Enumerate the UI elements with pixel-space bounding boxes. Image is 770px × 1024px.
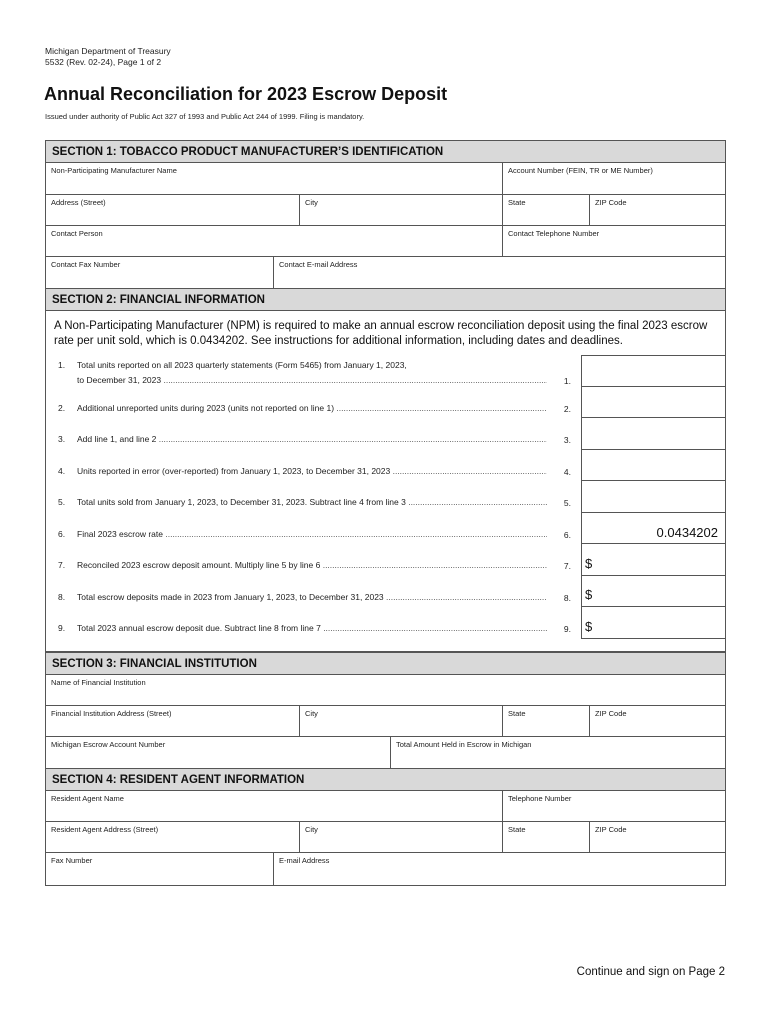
- npm-name-label: Non-Participating Manufacturer Name: [51, 166, 177, 175]
- s4-row-fax: [46, 853, 725, 885]
- institution-zip-label: ZIP Code: [595, 709, 627, 718]
- agent-name-field[interactable]: [46, 791, 502, 821]
- s3-row-account: [46, 737, 725, 768]
- institution-zip-field[interactable]: [589, 706, 725, 736]
- line-description: Total units sold from January 1, 2023, to December 31, 2023. Subtract line 4 from line 3 .....: [77, 497, 547, 507]
- line-1-amount-field[interactable]: [581, 355, 726, 387]
- line-reference: 9.: [563, 624, 571, 634]
- line-item-2: [46, 387, 725, 419]
- contact-fax-field[interactable]: [46, 257, 273, 288]
- line-number: 4.: [58, 465, 66, 476]
- line-description: Reconciled 2023 escrow deposit amount. Multiply line 5 by line 6 .....: [77, 560, 547, 570]
- total-held-field[interactable]: [390, 737, 725, 768]
- contact-phone-label: Contact Telephone Number: [508, 229, 600, 238]
- line-item-7: [46, 544, 725, 576]
- line-item-8: [46, 576, 725, 608]
- agent-phone-label: Telephone Number: [508, 794, 572, 803]
- address-field[interactable]: [46, 195, 299, 225]
- account-number-field[interactable]: [502, 163, 725, 194]
- line-description-first: Total units reported on all 2023 quarterly statements (Form 5465) from January 1, 2023,: [77, 360, 407, 370]
- agent-city-field[interactable]: [299, 822, 502, 852]
- line-reference: 5.: [563, 498, 571, 508]
- s1-row-name: [46, 163, 725, 195]
- agent-state-label: State: [508, 825, 526, 834]
- agent-address-label: Resident Agent Address (Street): [51, 825, 159, 834]
- city-field[interactable]: [299, 195, 502, 225]
- npm-name-field[interactable]: [46, 163, 502, 194]
- dollar-sign: $: [585, 618, 593, 634]
- line-item-1: [46, 355, 725, 387]
- city-label: City: [305, 198, 318, 207]
- line-reference: 4.: [563, 466, 571, 477]
- account-number-label: Account Number (FEIN, TR or ME Number): [508, 166, 653, 175]
- section-2-intro: A Non-Participating Manufacturer (NPM) is required to make an annual escrow reconciliation deposit using the final 2023 escrow rate per unit sold, which is 0.0434202. See instructions for additional information, including dates and deadlines.: [54, 320, 708, 347]
- institution-state-label: State: [508, 709, 526, 718]
- line-reference: 2.: [563, 403, 571, 414]
- s1-row-contact: [46, 226, 725, 257]
- contact-email-label: Contact E-mail Address: [279, 260, 358, 269]
- total-held-label: Total Amount Held in Escrow in Michigan: [396, 740, 532, 749]
- line-description: Total escrow deposits made in 2023 from January 1, 2023, to December 31, 2023 .....: [77, 592, 547, 602]
- section-3-heading: SECTION 3: FINANCIAL INSTITUTION: [46, 653, 725, 675]
- contact-person-field[interactable]: [46, 226, 502, 256]
- line-number: 8.: [58, 591, 66, 602]
- financial-lines: [46, 355, 725, 639]
- escrow-account-field[interactable]: [46, 737, 390, 768]
- line-reference: 6.: [563, 529, 571, 540]
- agent-zip-label: ZIP Code: [595, 825, 627, 834]
- line-8-amount-field[interactable]: [581, 576, 726, 608]
- escrow-account-label: Michigan Escrow Account Number: [51, 740, 166, 749]
- institution-city-label: City: [305, 709, 318, 718]
- form-department: [45, 46, 171, 68]
- state-field[interactable]: [502, 195, 589, 225]
- line-7-amount-field[interactable]: [581, 544, 726, 576]
- section-2-heading: SECTION 2: FINANCIAL INFORMATION: [46, 289, 725, 311]
- section-1-heading: SECTION 1: TOBACCO PRODUCT MANUFACTURER’S IDENTIFICATION: [46, 141, 725, 163]
- contact-phone-field[interactable]: [502, 226, 725, 256]
- s1-row-fax: [46, 257, 725, 288]
- line-2-amount-field[interactable]: [581, 387, 726, 419]
- form-subtitle: Issued under authority of Public Act 327 of 1993 and Public Act 244 of 1999. Filing is mandatory.: [45, 112, 365, 121]
- dollar-sign: $: [585, 555, 593, 571]
- line-description: Add line 1, and line 2 .....: [77, 434, 547, 444]
- line-number: 1.: [58, 360, 66, 370]
- s4-row-name: [46, 791, 725, 822]
- s3-row-address: [46, 706, 725, 737]
- line-number: 6.: [58, 528, 66, 539]
- line-number: 9.: [58, 623, 66, 633]
- s1-row-address: [46, 195, 725, 226]
- section-2: [45, 288, 726, 652]
- agent-state-field[interactable]: [502, 822, 589, 852]
- agent-email-label: E-mail Address: [279, 856, 330, 865]
- line-description: Total 2023 annual escrow deposit due. Subtract line 8 from line 7 .....: [77, 623, 547, 633]
- agent-name-label: Resident Agent Name: [51, 794, 124, 803]
- institution-name-label: Name of Financial Institution: [51, 678, 146, 687]
- agent-fax-field[interactable]: [46, 853, 273, 885]
- line-9-amount-field[interactable]: [581, 607, 726, 639]
- contact-fax-label: Contact Fax Number: [51, 260, 121, 269]
- zip-label: ZIP Code: [595, 198, 627, 207]
- line-number: 7.: [58, 560, 66, 570]
- line-number: 2.: [58, 402, 66, 413]
- line-3-amount-field[interactable]: [581, 418, 726, 450]
- line-6-amount-field[interactable]: [581, 513, 726, 545]
- line-item-9: [46, 607, 725, 639]
- agent-fax-label: Fax Number: [51, 856, 93, 865]
- line-reference: 7.: [563, 561, 571, 571]
- state-label: State: [508, 198, 526, 207]
- zip-field[interactable]: [589, 195, 725, 225]
- form-number: 5532 (Rev. 02-24), Page 1 of 2: [45, 57, 162, 67]
- dollar-sign: $: [585, 587, 593, 602]
- line-item-4: [46, 450, 725, 482]
- section-1: [45, 140, 726, 289]
- line-description: Additional unreported units during 2023 (units not reported on line 1) .....: [77, 403, 547, 413]
- institution-address-field[interactable]: [46, 706, 299, 736]
- line-description: Units reported in error (over-reported) from January 1, 2023, to December 31, 2023 .....: [77, 466, 547, 476]
- section-3: [45, 652, 726, 769]
- line-item-3: [46, 418, 725, 450]
- line-description: to December 31, 2023 .....: [77, 375, 547, 385]
- line-description: Final 2023 escrow rate .....: [77, 529, 547, 539]
- line-5-amount-field[interactable]: [581, 481, 726, 513]
- agent-city-label: City: [305, 825, 318, 834]
- agent-zip-field[interactable]: [589, 822, 725, 852]
- line-reference: 3.: [563, 435, 571, 445]
- line-value: 0.0434202: [656, 525, 718, 540]
- line-item-6: [46, 513, 725, 545]
- line-reference: 8.: [563, 592, 571, 603]
- institution-address-label: Financial Institution Address (Street): [51, 709, 172, 718]
- continue-note: Continue and sign on Page 2: [576, 966, 725, 978]
- form-title: Annual Reconciliation for 2023 Escrow Deposit: [44, 84, 448, 104]
- s3-row-name: [46, 675, 725, 706]
- institution-city-field[interactable]: [299, 706, 502, 736]
- department-name: Michigan Department of Treasury: [45, 46, 171, 56]
- contact-email-field[interactable]: [273, 257, 725, 288]
- s4-row-address: [46, 822, 725, 853]
- agent-phone-field[interactable]: [502, 791, 725, 821]
- institution-state-field[interactable]: [502, 706, 589, 736]
- section-4-heading: SECTION 4: RESIDENT AGENT INFORMATION: [46, 769, 725, 791]
- line-number: 5.: [58, 497, 66, 507]
- agent-email-field[interactable]: [273, 853, 725, 885]
- line-reference: 1.: [563, 376, 571, 386]
- line-number: 3.: [58, 434, 66, 444]
- address-label: Address (Street): [51, 198, 106, 207]
- contact-person-label: Contact Person: [51, 229, 103, 238]
- institution-name-field[interactable]: [46, 675, 725, 705]
- section-4: [45, 768, 726, 886]
- line-4-amount-field[interactable]: [581, 450, 726, 482]
- line-item-5: [46, 481, 725, 513]
- agent-address-field[interactable]: [46, 822, 299, 852]
